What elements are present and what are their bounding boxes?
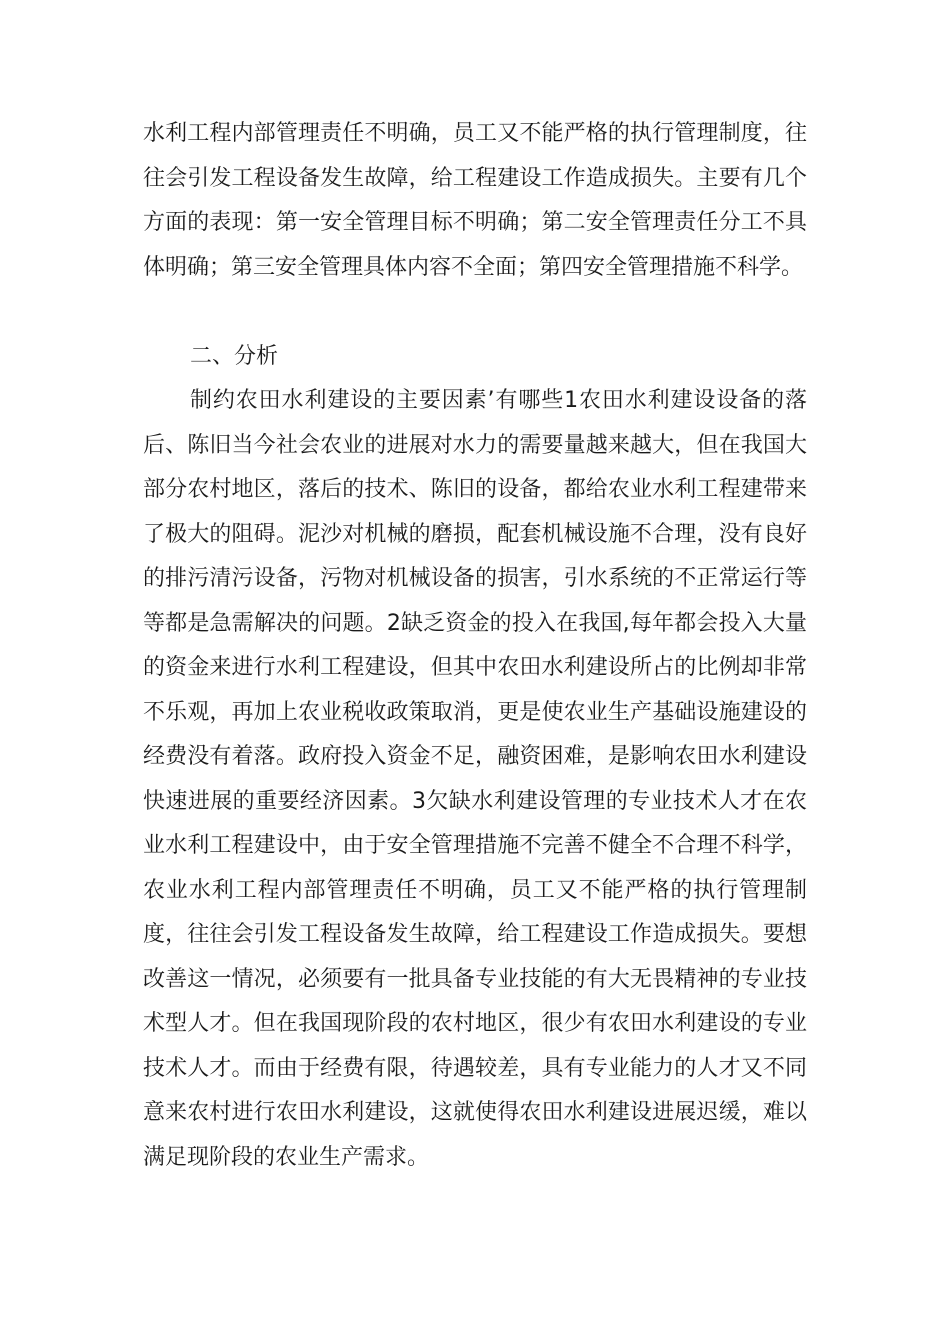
paragraph-analysis: 制约农田水利建设的主要因素’有哪些1农田水利建设设备的落后、陈旧当今社会农业的进展对水力的需要量越来越大，但在我国大部分农村地区，落后的技术、陈旧的设备，都给农业水利工程建带来了极大的阻碍。泥沙对机械的磨损，配套机械设施不合理，没有良好的排污清污设备，污物对机械设备的损害，引水系统的不正常运行等等都是急需解决的问题。2缺乏资金的投入在我国,每年都会投入大量的资金来进行水利工程建设，但其中农田水利建设所占的比例却非常不乐观，再加上农业税收政策取消，更是使农业生产基础设施建设的经费没有着落。政府投入资金不足，融资困难，是影响农田水利建设快速进展的重要经济因素。3欠缺水利建设管理的专业技术人才在农业水利工程建设中，由于安全管理措施不完善不健全不合理不科学，农业水利工程内部管理责任不明确，员工又不能严格的执行管理制度，往往会引发工程设备发生故障，给工程建设工作造成损失。要想改善这一情况，必须要有一批具备专业技能的有大无畏精神的专业技术型人才。但在我国现阶段的农村地区，很少有农田水利建设的专业技术人才。而由于经费有限，待遇较差，具有专业能力的人才又不同意来农村进行农田水利建设，这就使得农田水利建设进展迟缓，难以满足现阶段的农业生产需求。 bbox=[143, 388, 807, 1170]
section-heading: 二、分析 bbox=[190, 344, 279, 369]
paragraph-continued: 水利工程内部管理责任不明确，员工又不能严格的执行管理制度，往往会引发工程设备发生故障，给工程建设工作造成损失。主要有几个方面的表现：第一安全管理目标不明确；第二安全管理责任分工不具体明确；第三安全管理具体内容不全面；第四安全管理措施不科学。 bbox=[143, 121, 807, 280]
